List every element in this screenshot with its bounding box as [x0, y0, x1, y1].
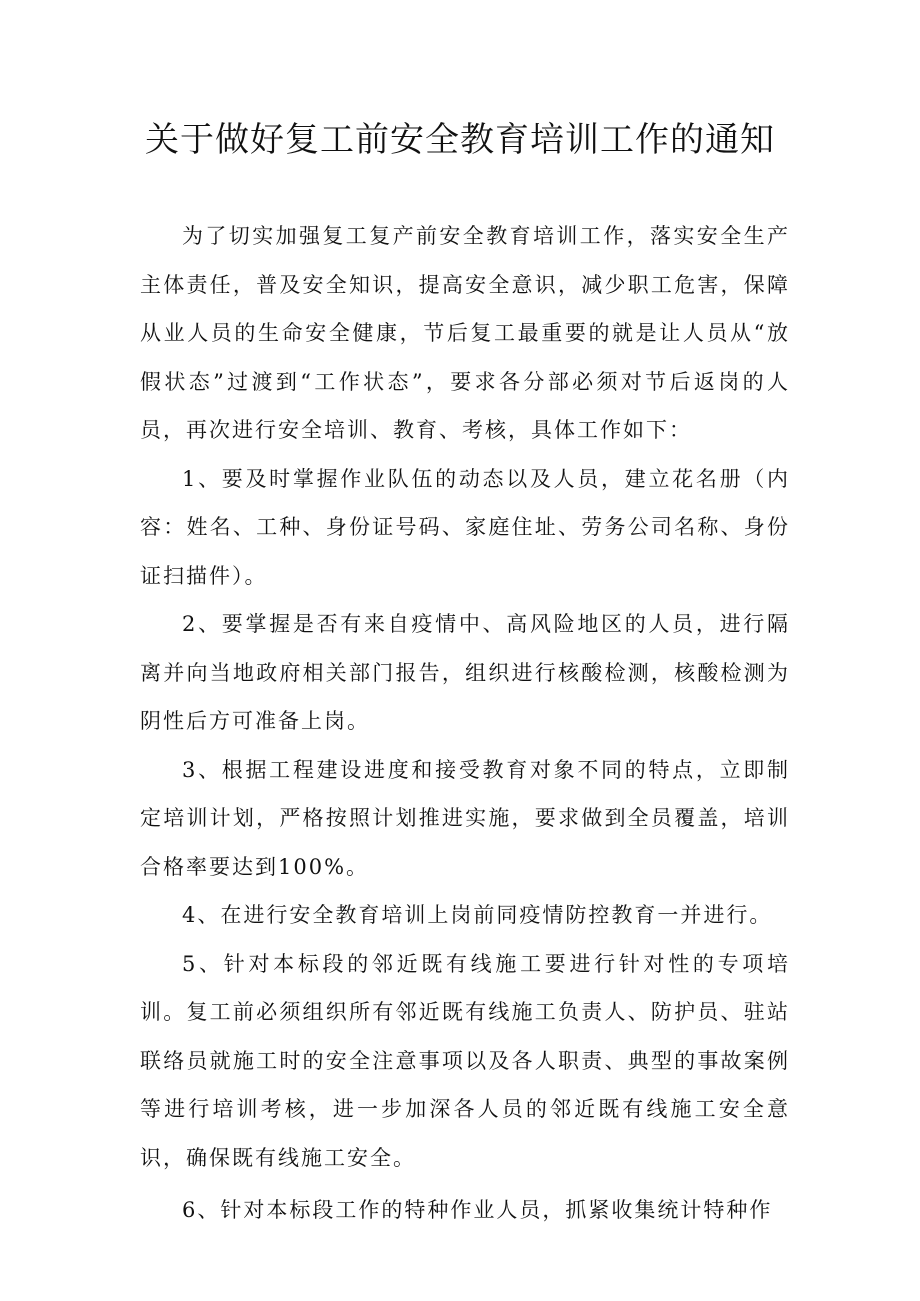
item-4-paragraph: 4、在进行安全教育培训上岗前同疫情防控教育一并进行。: [182, 903, 773, 927]
item-2-paragraph: 2、要掌握是否有来自疫情中、高风险地区的人员，进行隔离并向当地政府相关部门报告，组织进行核酸检测，核酸检测为阴性后方可准备上岗。: [140, 612, 790, 733]
item-6-paragraph: 6、针对本标段工作的特种作业人员，抓紧收集统计特种作: [182, 1198, 773, 1222]
document-title: 关于做好复工前安全教育培训工作的通知: [145, 120, 775, 160]
item-3-paragraph: 3、根据工程建设进度和接受教育对象不同的特点，立即制定培训计划，严格按照计划推进实施，要求做到全员覆盖，培训合格率要达到100%。: [140, 757, 790, 879]
item-5-paragraph: 5、针对本标段的邻近既有线施工要进行针对性的专项培训。复工前必须组织所有邻近既有线施工负责人、防护员、驻站联络员就施工时的安全注意事项以及各人职责、典型的事故案例等进行培训考核，进一步加深各人员的邻近既有线施工安全意识，确保既有线施工安全。: [140, 951, 790, 1170]
intro-paragraph: 为了切实加强复工复产前安全教育培训工作，落实安全生产主体责任，普及安全知识，提高安全意识，减少职工危害，保障从业人员的生命安全健康，节后复工最重要的就是让人员从“放假状态”过渡到“工作状态”，要求各分部必须对节后返岗的人员，再次进行安全培训、教育、考核，具体工作如下：: [140, 224, 790, 442]
document-body: [140, 212, 790, 1235]
item-1-paragraph: 1、要及时掌握作业队伍的动态以及人员，建立花名册（内容：姓名、工种、身份证号码、家庭住址、劳务公司名称、身份证扫描件）。: [140, 466, 790, 588]
